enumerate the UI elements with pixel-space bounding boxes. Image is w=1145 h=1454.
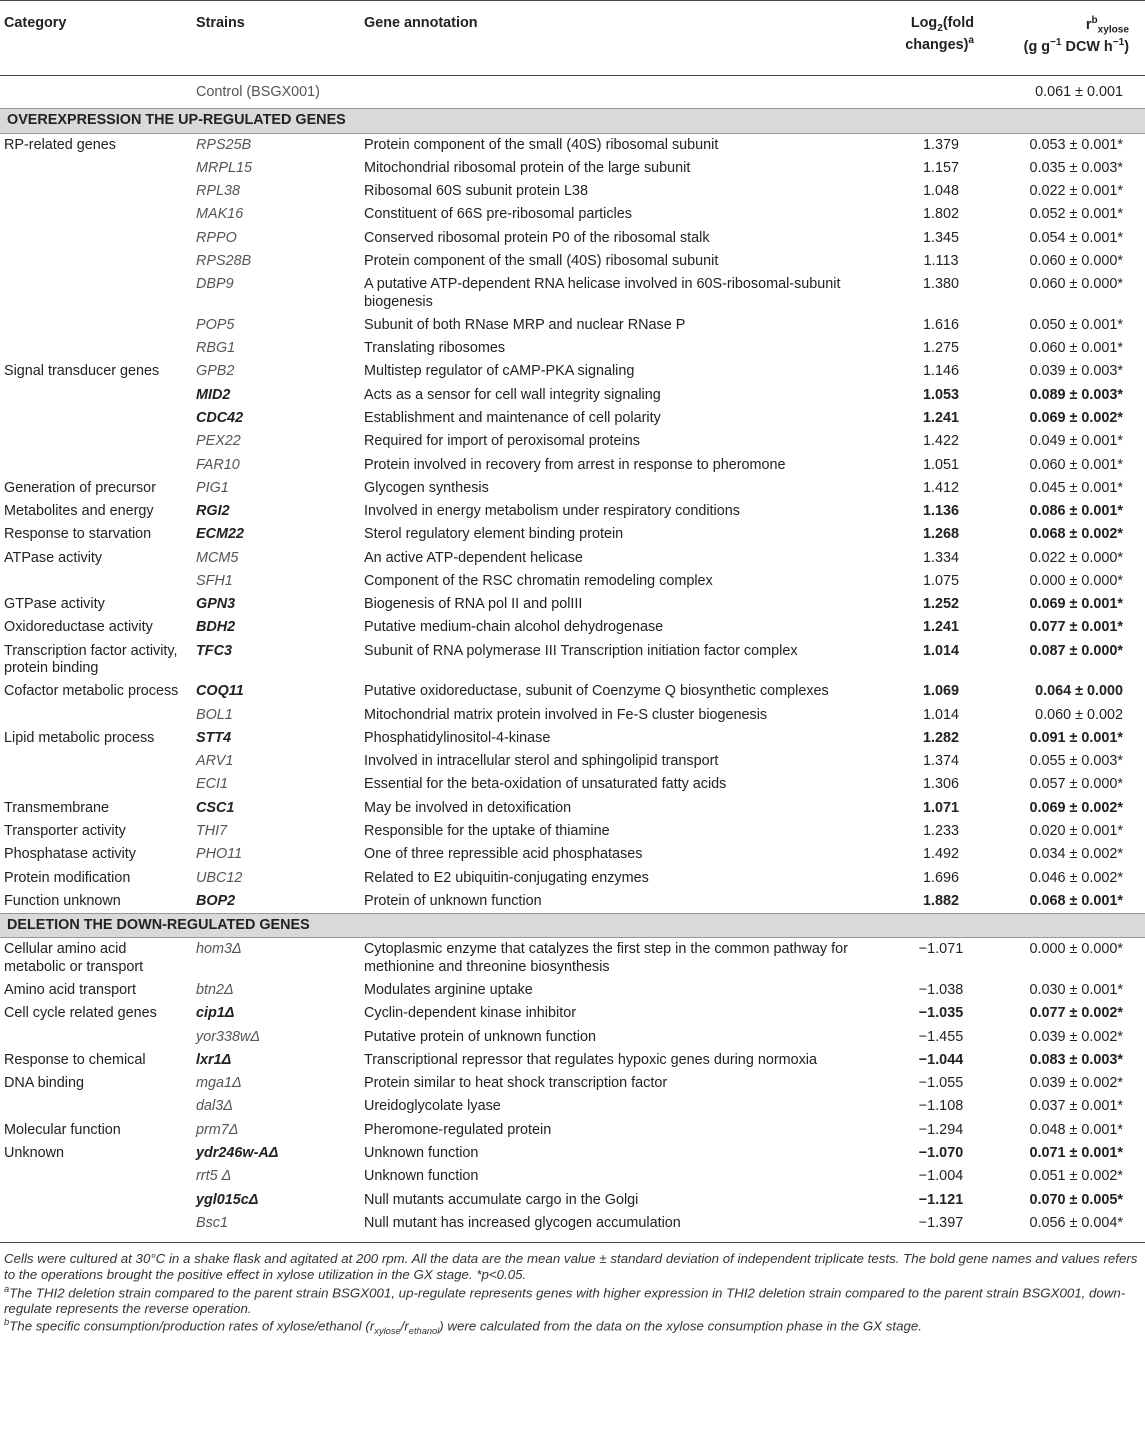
table-row — [0, 727, 1145, 750]
cell-log2: 1.282 — [922, 729, 959, 746]
cell-annotation: Conserved ribosomal protein P0 of the ribosomal stalk — [364, 229, 710, 246]
cell-log2: 1.136 — [922, 503, 959, 520]
cell-category: Protein modification — [4, 869, 131, 886]
cell-log2: −1.044 — [918, 1051, 964, 1068]
cell-annotation: Related to E2 ubiquitin-conjugating enzymes — [364, 869, 649, 886]
cell-category — [0, 570, 192, 593]
cell-category: Cell cycle related genes — [4, 1005, 157, 1022]
control-log2 — [900, 76, 982, 109]
cell-log2: 1.075 — [922, 572, 959, 589]
cell-rate: 0.069 ± 0.002* — [1029, 409, 1123, 426]
cell-rate: 0.070 ± 0.005* — [1029, 1191, 1123, 1208]
cell-annotation: Mitochondrial ribosomal protein of the large subunit — [364, 159, 691, 176]
cell-strain: PHO11 — [196, 846, 243, 863]
cell-log2: −1.121 — [918, 1191, 964, 1208]
header-row — [0, 1, 1145, 76]
table-row — [0, 1142, 1145, 1165]
cell-category: Cellular amino acid metabolic or transport — [4, 941, 144, 975]
cell-strain: Bsc1 — [192, 1212, 360, 1243]
cell-annotation: One of three repressible acid phosphatases — [364, 846, 643, 863]
cell-annotation: Ribosomal 60S subunit protein L38 — [364, 183, 588, 200]
cell-rate: 0.083 ± 0.003* — [1029, 1051, 1123, 1068]
table-row — [0, 360, 1145, 383]
cell-annotation: Transcriptional repressor that regulates hypoxic genes during normoxia — [364, 1051, 818, 1068]
cell-log2: 1.241 — [922, 409, 959, 426]
cell-rate: 0.034 ± 0.002* — [1029, 846, 1123, 863]
cell-log2: −1.108 — [918, 1098, 964, 1115]
cell-annotation: Protein component of the small (40S) ribosomal subunit — [364, 252, 719, 269]
cell-category — [0, 250, 192, 273]
control-category — [0, 76, 192, 109]
cell-rate: 0.048 ± 0.001* — [1029, 1121, 1123, 1138]
table-row — [0, 1002, 1145, 1025]
cell-strain: SFH1 — [196, 572, 233, 589]
cell-rate: 0.077 ± 0.001* — [1029, 619, 1123, 636]
cell-log2: 1.053 — [922, 386, 959, 403]
cell-log2: 1.014 — [922, 706, 959, 723]
cell-category: Phosphatase activity — [4, 846, 136, 863]
cell-strain: RPPO — [196, 229, 237, 246]
cell-category — [0, 1189, 192, 1212]
table-row — [0, 273, 1145, 314]
cell-rate: 0.060 ± 0.002 — [1035, 706, 1123, 723]
cell-annotation: Multistep regulator of cAMP-PKA signaling — [364, 363, 635, 380]
table-row — [0, 1095, 1145, 1118]
cell-rate: 0.069 ± 0.001* — [1029, 596, 1123, 613]
cell-rate: 0.060 ± 0.001* — [1029, 456, 1123, 473]
cell-category: RP-related genes — [4, 136, 116, 153]
cell-strain: THI7 — [196, 823, 228, 839]
footnote-a: $^a$The THI2 deletion strain compared to the parent strain BSGX001, up-regulate represents genes with higher expression in THI2 deletion strain compared to the parent strain BSGX001, down-regulate represents the reverse operation. — [4, 1283, 1126, 1317]
cell-annotation: Responsible for the uptake of thiamine — [364, 823, 610, 839]
cell-category: GTPase activity — [4, 596, 105, 613]
cell-category — [0, 704, 192, 727]
header-annotation: Gene annotation — [364, 15, 478, 31]
cell-rate: 0.077 ± 0.002* — [1029, 1005, 1123, 1022]
cell-annotation: Glycogen synthesis — [364, 479, 489, 496]
cell-rate: 0.054 ± 0.001* — [1029, 229, 1123, 246]
cell-rate: 0.045 ± 0.001* — [1029, 479, 1123, 496]
cell-log2: 1.113 — [923, 252, 959, 269]
table-row — [0, 227, 1145, 250]
cell-annotation: Subunit of RNA polymerase III Transcription initiation factor complex — [364, 642, 798, 659]
cell-log2: 1.616 — [922, 316, 959, 333]
cell-annotation: Involved in energy metabolism under respiratory conditions — [364, 503, 740, 520]
cell-strain: MAK16 — [196, 206, 244, 223]
cell-annotation: May be involved in detoxification — [364, 799, 572, 816]
cell-annotation: Involved in intracellular sterol and sphingolipid transport — [364, 753, 719, 770]
table-row — [0, 843, 1145, 866]
cell-annotation: Mitochondrial matrix protein involved in Fe-S cluster biogenesis — [364, 706, 768, 723]
cell-strain: POP5 — [196, 316, 235, 333]
cell-strain: prm7Δ — [196, 1121, 239, 1138]
footnote-main: Cells were cultured at 30°C in a shake flask and agitated at 200 rpm. All the data are the mean value ± standard deviation of independent triplicate tests. The bold gene names and values refers to the operations brought the positive effect in xylose utilization in the GX stage. *p<0.05. — [4, 1251, 1138, 1283]
cell-rate: 0.068 ± 0.002* — [1029, 526, 1123, 543]
control-annotation — [360, 76, 900, 109]
cell-annotation: Putative medium-chain alcohol dehydrogenase — [364, 619, 664, 636]
cell-strain: FAR10 — [196, 456, 240, 473]
table-row — [0, 384, 1145, 407]
cell-annotation: Unknown function — [364, 1144, 479, 1161]
cell-annotation: Translating ribosomes — [364, 340, 506, 357]
cell-rate: 0.055 ± 0.003* — [1029, 753, 1123, 770]
cell-log2: 1.051 — [922, 456, 959, 473]
cell-log2: 1.146 — [922, 363, 959, 380]
cell-strain: ECI1 — [196, 776, 228, 793]
cell-category: Response to starvation — [4, 526, 152, 543]
table-row — [0, 407, 1145, 430]
cell-log2: −1.070 — [918, 1144, 964, 1161]
cell-rate: 0.050 ± 0.001* — [1029, 316, 1123, 333]
table-row — [0, 1119, 1145, 1142]
cell-rate: 0.039 ± 0.002* — [1029, 1075, 1123, 1092]
cell-category: Unknown — [4, 1144, 64, 1161]
section-title: DELETION THE DOWN-REGULATED GENES — [0, 914, 1145, 938]
cell-strain: GPN3 — [196, 596, 236, 613]
cell-strain: RGI2 — [196, 503, 230, 520]
section-header-row — [0, 914, 1145, 938]
cell-strain: RPS28B — [196, 252, 252, 269]
footnote-b: $^b$The specific consumption/production rates of xylose/ethanol $(r_{xylose}/r_{ethanol})$ were calculated from the data on the xylose consumption phase in the GX stage. — [4, 1317, 922, 1337]
cell-category — [0, 407, 192, 430]
cell-log2: −1.397 — [900, 1212, 982, 1243]
cell-strain: GPB2 — [196, 363, 235, 380]
cell-annotation: Phosphatidylinositol-4-kinase — [364, 729, 551, 746]
table-row — [0, 250, 1145, 273]
cell-category: DNA binding — [4, 1075, 84, 1092]
cell-strain: UBC12 — [196, 869, 243, 886]
table-body — [0, 76, 1145, 1243]
cell-category: Transporter activity — [4, 823, 126, 839]
cell-strain: RPS25B — [196, 136, 252, 153]
cell-rate: 0.022 ± 0.000* — [1029, 549, 1123, 566]
cell-log2: −1.294 — [918, 1121, 964, 1138]
cell-rate: 0.064 ± 0.000 — [1035, 683, 1123, 700]
cell-annotation: Essential for the beta-oxidation of unsaturated fatty acids — [364, 776, 727, 793]
table-row — [0, 979, 1145, 1002]
table-row — [0, 314, 1145, 337]
cell-rate: 0.049 ± 0.001* — [1029, 433, 1123, 450]
cell-rate: 0.052 ± 0.001* — [1029, 206, 1123, 223]
cell-rate: 0.037 ± 0.001* — [1029, 1098, 1123, 1115]
cell-category — [0, 203, 192, 226]
cell-category: Molecular function — [4, 1121, 121, 1138]
cell-strain: BDH2 — [196, 619, 236, 636]
header-rate: $r^b_{xylose}$ (g $g^{-1}$ DCW $h^{-1}$) — [1023, 15, 1129, 55]
cell-annotation: Putative oxidoreductase, subunit of Coenzyme Q biosynthetic complexes — [364, 683, 829, 700]
cell-log2: 1.233 — [922, 823, 959, 839]
cell-annotation: Component of the RSC chromatin remodeling complex — [364, 572, 713, 589]
table-row — [0, 1189, 1145, 1212]
cell-log2: 1.696 — [922, 869, 959, 886]
cell-category: Transmembrane — [4, 799, 110, 816]
section-header-row — [0, 109, 1145, 133]
table-row — [0, 454, 1145, 477]
table-row — [0, 430, 1145, 453]
cell-log2: 1.380 — [922, 276, 959, 293]
table-row — [0, 890, 1145, 914]
header-strains: Strains — [196, 15, 245, 31]
cell-strain: COQ11 — [196, 683, 244, 700]
cell-strain: ygl015cΔ — [196, 1191, 259, 1208]
cell-strain: btn2Δ — [196, 981, 234, 998]
cell-log2: 1.275 — [922, 340, 959, 357]
cell-category — [0, 454, 192, 477]
cell-strain: mga1Δ — [196, 1075, 242, 1092]
cell-annotation: Ureidoglycolate lyase — [364, 1098, 501, 1115]
cell-rate: 0.089 ± 0.003* — [1029, 386, 1123, 403]
cell-category: Metabolites and energy — [4, 503, 154, 520]
table-row — [0, 1026, 1145, 1049]
cell-annotation: Acts as a sensor for cell wall integrity signaling — [364, 386, 661, 403]
cell-rate: 0.069 ± 0.002* — [1029, 799, 1123, 816]
cell-strain: MCM5 — [196, 549, 239, 566]
table-row — [0, 500, 1145, 523]
cell-strain: ECM22 — [196, 526, 244, 543]
cell-category: Lipid metabolic process — [4, 729, 155, 746]
cell-log2: −1.055 — [918, 1075, 964, 1092]
table-row — [0, 797, 1145, 820]
cell-category: Oxidoreductase activity — [4, 619, 153, 636]
cell-category — [0, 157, 192, 180]
cell-strain: ydr246w-AΔ — [196, 1144, 279, 1161]
cell-rate: 0.039 ± 0.003* — [1029, 363, 1123, 380]
cell-rate: 0.087 ± 0.000* — [1029, 642, 1123, 659]
cell-rate: 0.068 ± 0.001* — [1029, 892, 1123, 909]
cell-log2: 1.412 — [922, 479, 959, 496]
cell-strain: hom3Δ — [196, 941, 242, 958]
cell-log2: −1.038 — [918, 981, 964, 998]
table-row — [0, 133, 1145, 157]
table-row — [0, 938, 1145, 979]
table-row — [0, 1165, 1145, 1188]
control-strain: Control (BSGX001) — [196, 84, 320, 100]
cell-strain: BOP2 — [196, 892, 236, 909]
control-rate: 0.061 ± 0.001 — [1035, 84, 1123, 100]
cell-annotation: Constituent of 66S pre-ribosomal particles — [364, 206, 632, 223]
cell-rate: 0.060 ± 0.000* — [1029, 276, 1123, 293]
cell-rate: 0.022 ± 0.001* — [1029, 183, 1123, 200]
cell-category: Response to chemical — [4, 1051, 146, 1068]
cell-category — [0, 1212, 192, 1243]
table-row — [0, 547, 1145, 570]
cell-log2: −1.004 — [918, 1168, 964, 1185]
table-row — [0, 867, 1145, 890]
cell-strain: DBP9 — [196, 276, 234, 293]
cell-rate: 0.039 ± 0.002* — [1029, 1028, 1123, 1045]
cell-category — [0, 1026, 192, 1049]
cell-log2: 1.252 — [922, 596, 959, 613]
cell-strain: CDC42 — [196, 409, 244, 426]
cell-category — [0, 773, 192, 796]
cell-rate: 0.060 ± 0.001* — [1029, 340, 1123, 357]
cell-annotation: Putative protein of unknown function — [364, 1028, 596, 1045]
table-row — [0, 570, 1145, 593]
cell-strain: rrt5 Δ — [196, 1168, 232, 1185]
cell-annotation: Subunit of both RNase MRP and nuclear RNase P — [364, 316, 686, 333]
cell-rate: 0.000 ± 0.000* — [1029, 941, 1123, 958]
cell-annotation: Pheromone-regulated protein — [364, 1121, 552, 1138]
cell-strain: MRPL15 — [196, 159, 252, 176]
cell-log2: 1.802 — [922, 206, 959, 223]
cell-strain: PEX22 — [196, 433, 241, 450]
cell-category — [0, 750, 192, 773]
cell-annotation: Cyclin-dependent kinase inhibitor — [364, 1005, 576, 1022]
table-row — [0, 180, 1145, 203]
control-row — [0, 76, 1145, 109]
cell-log2: −1.071 — [918, 941, 964, 958]
cell-strain: RPL38 — [196, 183, 241, 200]
cell-rate: 0.060 ± 0.000* — [1029, 252, 1123, 269]
cell-log2: 1.374 — [922, 753, 959, 770]
cell-category — [0, 337, 192, 360]
cell-log2: 1.048 — [922, 183, 959, 200]
cell-annotation: Establishment and maintenance of cell polarity — [364, 409, 661, 426]
cell-rate: 0.091 ± 0.001* — [1029, 729, 1123, 746]
cell-strain: PIG1 — [196, 479, 229, 496]
cell-category: ATPase activity — [4, 549, 103, 566]
cell-rate: 0.000 ± 0.000* — [1029, 572, 1123, 589]
cell-log2: 1.334 — [922, 549, 959, 566]
cell-strain: RBG1 — [196, 340, 236, 357]
table-row — [0, 203, 1145, 226]
section-title: OVEREXPRESSION THE UP-REGULATED GENES — [0, 109, 1145, 133]
cell-category — [0, 273, 192, 314]
cell-log2: −1.035 — [918, 1005, 964, 1022]
cell-category: Cofactor metabolic process — [4, 683, 179, 700]
table-row — [0, 477, 1145, 500]
cell-strain: MID2 — [196, 386, 231, 403]
cell-category: Signal transducer genes — [4, 363, 160, 380]
cell-annotation: Modulates arginine uptake — [364, 981, 533, 998]
cell-annotation: Null mutant has increased glycogen accumulation — [360, 1212, 900, 1243]
cell-annotation: Unknown function — [364, 1168, 479, 1185]
cell-log2: 1.345 — [922, 229, 959, 246]
table-row — [0, 640, 1145, 681]
cell-rate: 0.071 ± 0.001* — [1029, 1144, 1123, 1161]
cell-log2: 1.014 — [922, 642, 959, 659]
table-row — [0, 1049, 1145, 1072]
cell-category — [0, 180, 192, 203]
cell-rate: 0.051 ± 0.002* — [1029, 1168, 1123, 1185]
cell-strain: STT4 — [196, 729, 232, 746]
cell-category — [0, 1095, 192, 1118]
table-row — [0, 337, 1145, 360]
cell-strain: BOL1 — [196, 706, 233, 723]
table-row — [0, 616, 1145, 639]
cell-strain: dal3Δ — [196, 1098, 233, 1115]
cell-annotation: Protein component of the small (40S) ribosomal subunit — [364, 136, 719, 153]
cell-strain: lxr1Δ — [196, 1051, 232, 1068]
cell-rate: 0.035 ± 0.003* — [1029, 159, 1123, 176]
cell-category: Amino acid transport — [4, 981, 136, 998]
table-footnotes — [0, 1243, 1145, 1338]
cell-category — [0, 384, 192, 407]
cell-strain: yor338wΔ — [196, 1028, 261, 1045]
cell-annotation: Protein involved in recovery from arrest in response to pheromone — [364, 456, 786, 473]
cell-annotation: Sterol regulatory element binding protein — [364, 526, 624, 543]
cell-category: Function unknown — [4, 892, 121, 909]
cell-rate: 0.086 ± 0.001* — [1029, 503, 1123, 520]
cell-log2: −1.455 — [918, 1028, 964, 1045]
cell-rate: 0.057 ± 0.000* — [1029, 776, 1123, 793]
cell-rate: 0.020 ± 0.001* — [1029, 823, 1123, 839]
cell-category — [0, 314, 192, 337]
header-log2: Log$_2$(fold changes)$^a$ — [905, 15, 974, 53]
cell-log2: 1.268 — [922, 526, 959, 543]
cell-rate: 0.056 ± 0.004* — [982, 1212, 1145, 1243]
cell-annotation: Biogenesis of RNA pol II and polIII — [364, 596, 583, 613]
cell-annotation: Null mutants accumulate cargo in the Golgi — [364, 1191, 639, 1208]
cell-category: Transcription factor activity, protein binding — [4, 642, 178, 677]
cell-log2: 1.071 — [922, 799, 959, 816]
cell-rate: 0.046 ± 0.002* — [1029, 869, 1123, 886]
table-row — [0, 820, 1145, 843]
cell-rate: 0.030 ± 0.001* — [1029, 981, 1123, 998]
table-row — [0, 157, 1145, 180]
cell-category — [0, 227, 192, 250]
cell-log2: 1.306 — [922, 776, 959, 793]
table-row — [0, 680, 1145, 703]
table-row — [0, 704, 1145, 727]
cell-annotation: Cytoplasmic enzyme that catalyzes the first step in the common pathway for methionine and threonine biosynthesis — [364, 941, 848, 975]
cell-annotation: An active ATP-dependent helicase — [364, 549, 583, 566]
cell-annotation: A putative ATP-dependent RNA helicase involved in 60S-ribosomal-subunit biogenesis — [364, 276, 841, 310]
header-category: Category — [4, 15, 67, 31]
cell-category: Generation of precursor — [4, 479, 156, 496]
cell-strain: CSC1 — [196, 799, 235, 816]
table-row — [0, 1212, 1145, 1243]
cell-log2: 1.379 — [922, 136, 959, 153]
cell-log2: 1.157 — [922, 159, 959, 176]
cell-annotation: Required for import of peroxisomal proteins — [364, 433, 640, 450]
cell-category — [0, 430, 192, 453]
cell-annotation: Protein similar to heat shock transcription factor — [364, 1075, 668, 1092]
cell-annotation: Protein of unknown function — [364, 892, 542, 909]
cell-strain: ARV1 — [196, 753, 234, 770]
table-row — [0, 750, 1145, 773]
cell-log2: 1.422 — [922, 433, 959, 450]
cell-category — [0, 1165, 192, 1188]
cell-strain: cip1Δ — [196, 1005, 235, 1022]
cell-log2: 1.882 — [922, 892, 959, 909]
cell-log2: 1.492 — [922, 846, 959, 863]
table-row — [0, 593, 1145, 616]
cell-log2: 1.241 — [922, 619, 959, 636]
table-row — [0, 523, 1145, 546]
table-row — [0, 773, 1145, 796]
cell-strain: TFC3 — [196, 642, 232, 659]
cell-rate: 0.053 ± 0.001* — [1029, 136, 1123, 153]
table-row — [0, 1072, 1145, 1095]
cell-log2: 1.069 — [922, 683, 959, 700]
